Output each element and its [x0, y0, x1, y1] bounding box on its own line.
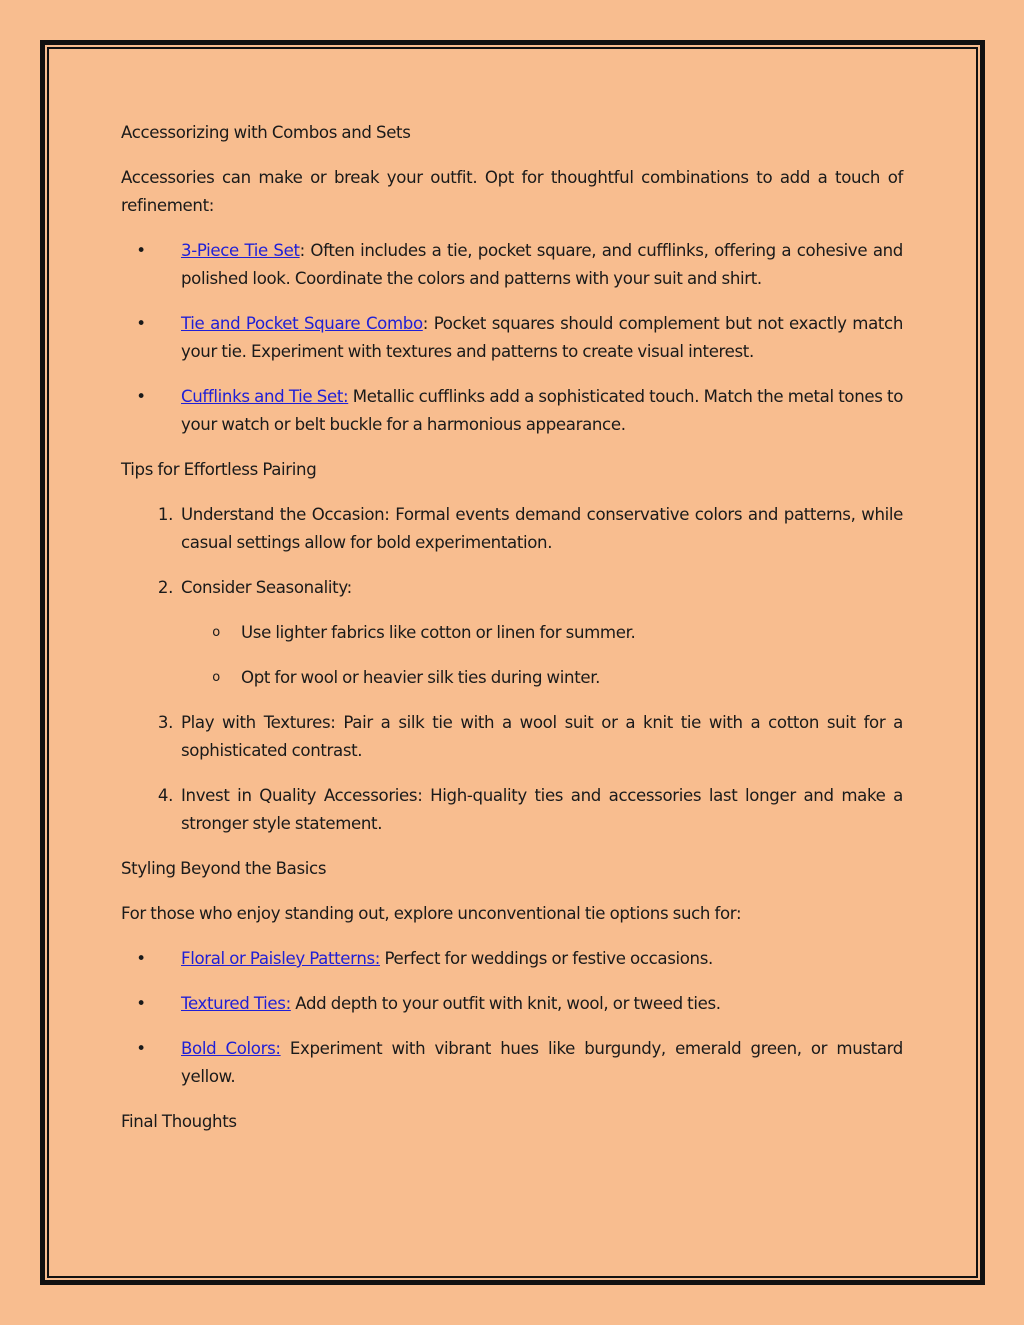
bullet-icon: •	[136, 387, 146, 406]
list-item-text: : Pocket squares should complement but not exactly match your tie. Experiment with textures and patterns to create visual interest.	[181, 314, 903, 361]
list-item-text: Perfect for weddings or festive occasions.	[380, 949, 713, 968]
numbered-list	[121, 501, 903, 838]
list-item	[121, 945, 903, 973]
section-heading: Accessorizing with Combos and Sets	[121, 123, 411, 142]
list-item	[121, 237, 903, 293]
paragraph: For those who enjoy standing out, explore unconventional tie options such for:	[121, 904, 742, 923]
bullet-icon: •	[136, 1039, 146, 1058]
list-item	[121, 709, 903, 765]
list-item	[121, 1035, 903, 1091]
list-item-text: Add depth to your outfit with knit, wool, or tweed ties.	[290, 994, 721, 1013]
bullet-icon: •	[136, 949, 146, 968]
list-item	[121, 310, 903, 366]
section-heading: Tips for Effortless Pairing	[121, 460, 317, 479]
link-bold-colors[interactable]: Bold Colors:	[181, 1039, 281, 1058]
list-item	[121, 990, 903, 1018]
list-item-text: Invest in Quality Accessories: High-quality ties and accessories last longer and make a stronger style statement.	[181, 786, 903, 833]
section-heading: Styling Beyond the Basics	[121, 859, 327, 878]
list-item-text: Play with Textures: Pair a silk tie with a wool suit or a knit tie with a cotton suit for a sophisticated contrast.	[181, 713, 903, 760]
link-tie-pocket-square-combo[interactable]: Tie and Pocket Square Combo	[181, 314, 423, 333]
list-number: 2.	[157, 578, 173, 597]
link-3-piece-tie-set[interactable]: 3-Piece Tie Set	[181, 241, 300, 260]
bullet-icon: •	[136, 994, 146, 1013]
link-cufflinks-tie-set[interactable]: Cufflinks and Tie Set:	[181, 387, 349, 406]
circle-bullet-icon: o	[212, 670, 220, 685]
paragraph: Accessories can make or break your outfit. Opt for thoughtful combinations to add a touch of refinement:	[121, 168, 903, 215]
sub-list-item-text: Use lighter fabrics like cotton or linen for summer.	[241, 623, 636, 642]
sub-list-item	[121, 664, 903, 692]
list-item	[121, 383, 903, 439]
document-body	[121, 119, 903, 1153]
list-item-text: : Often includes a tie, pocket square, and cufflinks, offering a cohesive and polished look. Coordinate the colors and patterns with your suit and shirt.	[181, 241, 903, 288]
list-number: 3.	[157, 713, 173, 732]
list-item	[121, 782, 903, 838]
sub-list-item-text: Opt for wool or heavier silk ties during winter.	[241, 668, 601, 687]
section-heading: Final Thoughts	[121, 1112, 237, 1131]
list-item-text: Consider Seasonality:	[181, 578, 352, 597]
sub-list-item	[121, 619, 903, 647]
list-item-text: Experiment with vibrant hues like burgundy, emerald green, or mustard yellow.	[181, 1039, 903, 1086]
list-number: 1.	[157, 505, 173, 524]
bullet-icon: •	[136, 241, 146, 260]
bullet-list	[121, 237, 903, 439]
list-item-text: Metallic cufflinks add a sophisticated touch. Match the metal tones to your watch or belt buckle for a harmonious appearance.	[181, 387, 904, 434]
bullet-icon: •	[136, 314, 146, 333]
list-item-text: Understand the Occasion: Formal events demand conservative colors and patterns, while casual settings allow for bold experimentation.	[181, 505, 903, 552]
bullet-list	[121, 945, 903, 1091]
list-item	[121, 501, 903, 557]
circle-bullet-icon: o	[212, 625, 220, 640]
link-floral-paisley-patterns[interactable]: Floral or Paisley Patterns:	[181, 949, 381, 968]
list-number: 4.	[157, 786, 173, 805]
link-textured-ties[interactable]: Textured Ties:	[181, 994, 291, 1013]
list-item	[121, 574, 903, 602]
